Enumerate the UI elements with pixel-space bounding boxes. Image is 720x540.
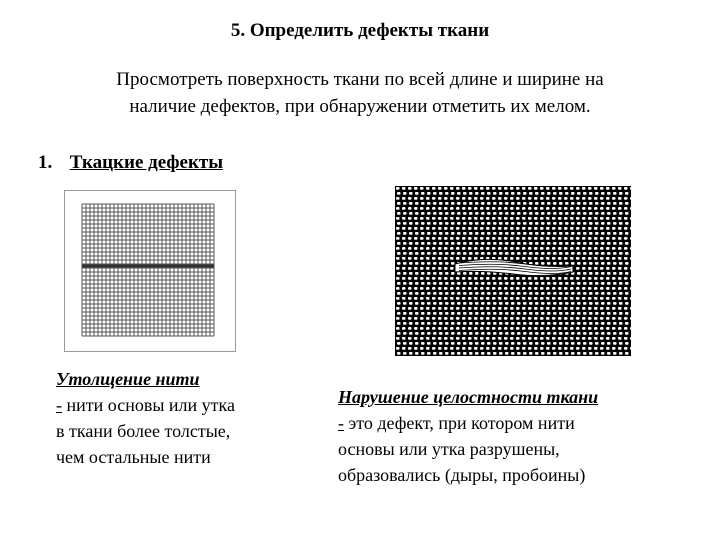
dash-marker: -	[338, 413, 344, 433]
section-number: 1.	[38, 152, 53, 173]
section-heading	[38, 152, 223, 174]
intro-line-2: наличие дефектов, при обнаружении отметить их мелом.	[129, 96, 591, 117]
thick-thread-weave-icon	[64, 190, 236, 352]
defect-desc-text: это дефект, при котором нити	[344, 413, 575, 433]
torn-fabric-weave-icon	[395, 186, 631, 356]
defect-heading: Утолщение нити	[56, 369, 200, 389]
defect-caption-fabric-integrity	[338, 384, 598, 488]
page-title: 5. Определить дефекты ткани	[230, 20, 490, 41]
defect-desc-line-2: в ткани более толстые,	[56, 421, 231, 441]
section-label: Ткацкие дефекты	[69, 152, 224, 173]
intro-line-1: Просмотреть поверхность ткани по всей длине и ширине на	[116, 69, 604, 90]
defect-desc-line-3: образовались (дыры, пробоины)	[338, 465, 586, 485]
dash-marker: -	[56, 395, 62, 415]
defect-desc-line-2: основы или утка разрушены,	[338, 439, 560, 459]
defect-desc-text: нити основы или утка	[62, 395, 236, 415]
defect-caption-thick-thread	[56, 366, 235, 470]
defect-heading: Нарушение целостности ткани	[338, 387, 599, 407]
defect-desc-line-1	[338, 410, 598, 436]
defect-desc-line-3: чем остальные нити	[56, 447, 211, 467]
intro-text	[20, 66, 700, 120]
defect-desc-line-1	[56, 392, 235, 418]
